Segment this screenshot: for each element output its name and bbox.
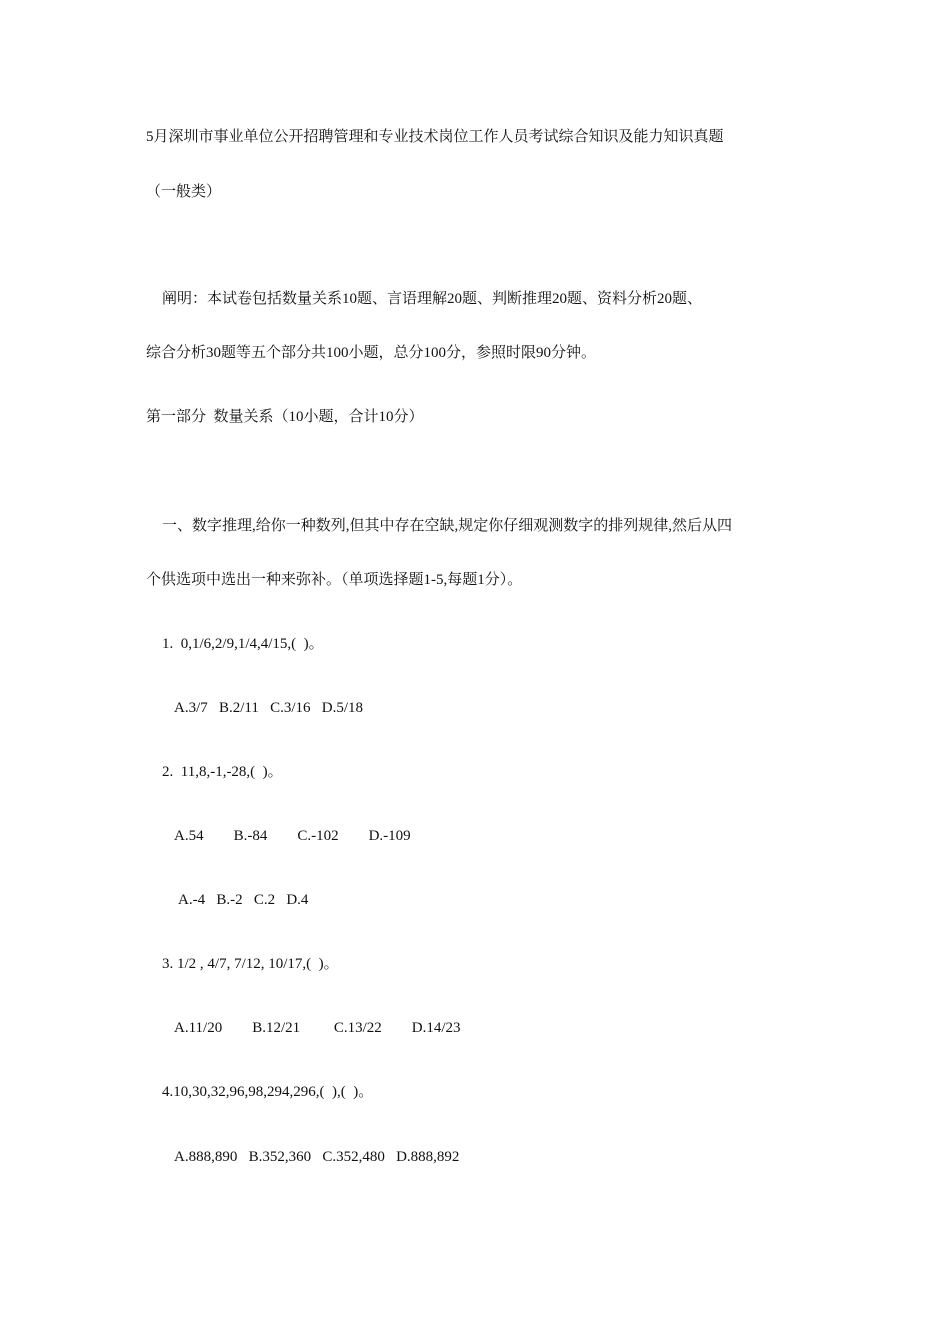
intro-line-2: 综合分析30题等五个部分共100小题，总分100分，参照时限90分钟。 <box>146 345 597 361</box>
intro-line-1: 阐明：本试卷包括数量关系10题、言语理解20题、判断推理20题、资料分析20题、 <box>162 291 703 307</box>
part1-heading: 第一部分 数量关系（10小题，合计10分） <box>146 409 424 425</box>
question-3-stem: 3. 1/2 , 4/7, 7/12, 10/17,( )。 <box>162 956 339 972</box>
section-intro-line-2: 个供选项中选出一种来弥补。（单项选择题1-5,每题1分）。 <box>146 572 523 588</box>
question-4-options: A.888,890 B.352,360 C.352,480 D.888,892 <box>174 1149 460 1165</box>
question-1-stem: 1. 0,1/6,2/9,1/4,4/15,( )。 <box>162 636 324 652</box>
question-2-stem: 2. 11,8,-1,-28,( )。 <box>162 764 283 780</box>
question-2-options: A.54 B.-84 C.-102 D.-109 <box>174 828 411 844</box>
question-1-options: A.3/7 B.2/11 C.3/16 D.5/18 <box>174 700 364 716</box>
title-line-1: 5月深圳市事业单位公开招聘管理和专业技术岗位工作人员考试综合知识及能力知识真题 <box>146 129 724 145</box>
section-intro-line-1: 一、数字推理,给你一种数列,但其中存在空缺,规定你仔细观测数字的排列规律,然后从四 <box>162 518 733 534</box>
question-4-stem: 4.10,30,32,96,98,294,296,( ),( )。 <box>162 1084 374 1100</box>
question-3-options: A.11/20 B.12/21 C.13/22 D.14/23 <box>174 1020 461 1036</box>
extra-options-line: A.-4 B.-2 C.2 D.4 <box>178 892 309 908</box>
title-line-2: （一般类） <box>146 184 222 200</box>
